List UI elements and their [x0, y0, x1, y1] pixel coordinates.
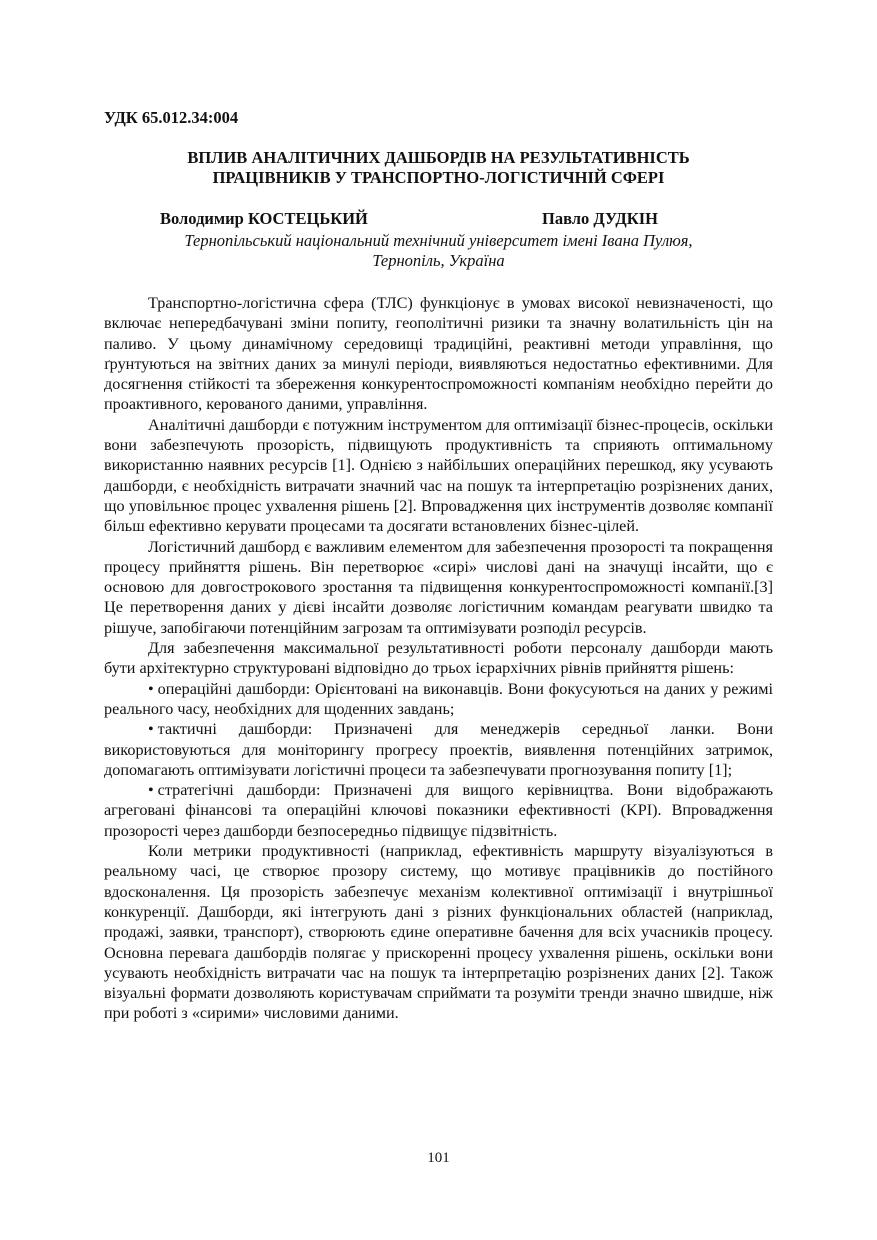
bullet-icon: •	[148, 679, 154, 698]
body-paragraph: Транспортно-логістична сфера (ТЛС) функціонує в умовах високої невизначеності, що включає непередбачувані зміни попиту, геополітичні ризики та значну волатильність цін на паливо. У цьому динамічному середовищі традиційні, реактивні методи управління, що ґрунтуються на звітних даних за минулі періоди, виявляються недостатньо ефективними. Для досягнення стійкості та збереження конкурентоспроможності компаніям необхідно перейти до проактивного, керованого даними, управління.	[104, 294, 773, 414]
bullet-text: стратегічні дашборди: Призначені для вищого керівництва. Вони відображають агреговані фінансові та операційні ключові показники ефективності (KPI). Впровадження прозорості через дашборди безпосередньо підвищує підзвітність.	[104, 781, 773, 840]
bullet-text: тактичні дашборди: Призначені для менеджерів середньої ланки. Вони використовуються для моніторингу прогресу проектів, виявлення потенційних затримок, допомагають оптимізувати логістичні процеси та забезпечувати прогнозування попиту [1];	[104, 720, 773, 779]
body-paragraph: Аналітичні дашборди є потужним інструментом для оптимізації бізнес-процесів, оскільки вони забезпечують прозорість, підвищують продуктивність та сприяють оптимальному використанню наявних ресурсів [1]. Однією з найбільших операційних перешкод, яку усувають дашборди, є необхідність витрачати значний час на пошук та інтерпретацію розрізнених даних, що уповільнює процес ухвалення рішень [2]. Впровадження цих інструментів дозволяє компанії більш ефективно керувати процесами та досягати встановлених бізнес-цілей.	[104, 415, 773, 536]
body-paragraph: Коли метрики продуктивності (наприклад, ефективність маршруту візуалізуються в реальному часі, це створює прозору систему, що мотивує працівників до постійного вдосконалення. Ця прозорість забезпечує механізм колективної оптимізації і внутрішньої конкуренції. Дашборди, які інтегрують дані з різних функціональних областей (наприклад, продажі, заявки, транспорт), створюють єдине оперативне бачення для всіх учасників процесу. Основна перевага дашбордів полягає у прискоренні процесу ухвалення рішень, оскільки вони усувають необхідність витрачати час на пошук та інтерпретацію розрізнених даних [2]. Також візуальні формати дозволяють користувачам сприймати та розуміти тренди значно швидше, ніж при роботі з «сирими» числовими даними.	[104, 842, 773, 1023]
paper-title-line: ВПЛИВ АНАЛІТИЧНИХ ДАШБОРДІВ НА РЕЗУЛЬТАТИВНІСТЬ	[187, 148, 690, 167]
paper-title-line: ПРАЦІВНИКІВ У ТРАНСПОРТНО-ЛОГІСТИЧНІЙ СФЕРІ	[212, 168, 665, 187]
paper-title	[104, 148, 773, 188]
author-list	[104, 209, 773, 231]
body-paragraph: Для забезпечення максимальної результативності роботи персоналу дашборди мають бути архітектурно структуровані відповідно до трьох ієрархічних рівнів прийняття рішень:	[104, 639, 773, 678]
affiliation-line: Тернопільський національний технічний університет імені Івана Пулюя,	[184, 231, 693, 250]
bullet-item	[104, 780, 773, 841]
paper-page	[104, 104, 773, 1024]
affiliation-line: Тернопіль, Україна	[372, 251, 505, 270]
author-name: Володимир КОСТЕЦЬКИЙ	[160, 209, 368, 228]
author-affiliation	[104, 231, 773, 271]
paper-body	[104, 293, 773, 1024]
udc-code: УДК 65.012.34:004	[104, 108, 239, 127]
bullet-text: операційні дашборди: Орієнтовані на виконавців. Вони фокусуються на даних у режимі реального часу, необхідних для щоденних завдань;	[104, 679, 773, 718]
bullet-icon: •	[148, 781, 154, 800]
bullet-icon: •	[148, 720, 154, 739]
author-name: Павло ДУДКІН	[542, 209, 658, 228]
body-paragraph: Логістичний дашборд є важливим елементом для забезпечення прозорості та покращення процесу прийняття рішень. Він перетворює «сирі» числові дані на значущі інсайти, що є основою для довгострокового зростання та підвищення конкурентоспроможності компанії.[3] Це перетворення даних у дієві інсайти дозволяє логістичним командам реагувати швидко та рішуче, запобігаючи потенційним загрозам та оптимізувати розподіл ресурсів.	[104, 537, 773, 637]
page-number: 101	[427, 1150, 450, 1166]
bullet-item	[104, 719, 773, 780]
bullet-item	[104, 679, 773, 720]
